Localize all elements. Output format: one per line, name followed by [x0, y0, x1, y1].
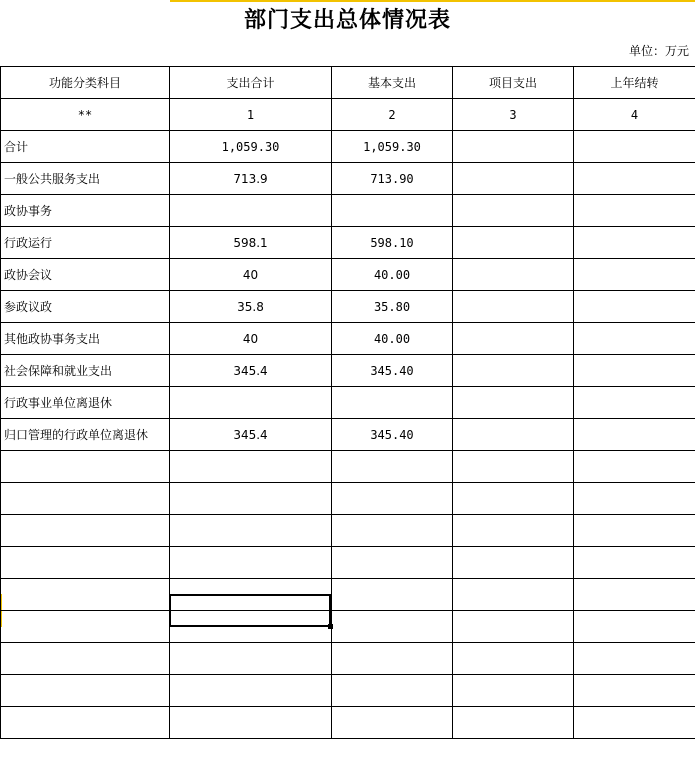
total-cell[interactable]: 1,059.30 [170, 131, 332, 163]
empty-cell[interactable] [170, 611, 332, 643]
item-name-cell[interactable]: 其他政协事务支出 [1, 323, 170, 355]
empty-row [1, 579, 695, 611]
empty-cell[interactable] [574, 547, 695, 579]
table-row [1, 131, 695, 163]
item-name-cell[interactable]: 行政运行 [1, 227, 170, 259]
project-cell[interactable] [453, 259, 574, 291]
empty-row [1, 451, 695, 483]
empty-cell[interactable] [332, 451, 453, 483]
basic-cell[interactable] [332, 387, 453, 419]
total-cell[interactable] [170, 195, 332, 227]
empty-cell[interactable] [574, 675, 695, 707]
header-cell[interactable]: 项目支出 [453, 67, 574, 99]
basic-cell[interactable] [332, 195, 453, 227]
empty-cell[interactable] [170, 643, 332, 675]
total-cell[interactable]: 40 [170, 259, 332, 291]
empty-cell[interactable] [453, 707, 574, 739]
basic-cell[interactable]: 35.80 [332, 291, 453, 323]
header-cell[interactable]: 上年结转 [574, 67, 695, 99]
empty-row [1, 675, 695, 707]
empty-cell[interactable] [1, 515, 170, 547]
total-cell[interactable]: 598.1 [170, 227, 332, 259]
project-cell[interactable] [453, 227, 574, 259]
empty-cell[interactable] [1, 611, 170, 643]
item-name-cell[interactable]: 行政事业单位离退休 [1, 387, 170, 419]
index-cell[interactable]: 1 [170, 99, 332, 131]
empty-cell[interactable] [170, 483, 332, 515]
empty-cell[interactable] [574, 643, 695, 675]
project-cell[interactable] [453, 355, 574, 387]
header-row [1, 67, 695, 99]
empty-cell[interactable] [574, 483, 695, 515]
empty-cell[interactable] [170, 547, 332, 579]
empty-cell[interactable] [332, 515, 453, 547]
empty-cell[interactable] [332, 547, 453, 579]
empty-row [1, 515, 695, 547]
carry-cell[interactable] [574, 131, 695, 163]
empty-cell[interactable] [1, 579, 170, 611]
empty-cell[interactable] [453, 675, 574, 707]
table-row [1, 163, 695, 195]
empty-cell[interactable] [170, 675, 332, 707]
index-row [1, 99, 695, 131]
project-cell[interactable] [453, 387, 574, 419]
empty-cell[interactable] [332, 643, 453, 675]
table-row [1, 259, 695, 291]
empty-cell[interactable] [574, 707, 695, 739]
empty-cell[interactable] [170, 515, 332, 547]
header-cell[interactable]: 支出合计 [170, 67, 332, 99]
empty-cell[interactable] [1, 707, 170, 739]
empty-cell[interactable] [170, 707, 332, 739]
empty-cell[interactable] [453, 515, 574, 547]
empty-cell[interactable] [574, 611, 695, 643]
basic-cell[interactable]: 598.10 [332, 227, 453, 259]
table-row [1, 227, 695, 259]
total-cell[interactable]: 713.9 [170, 163, 332, 195]
project-cell[interactable] [453, 163, 574, 195]
basic-cell[interactable]: 713.90 [332, 163, 453, 195]
empty-row [1, 483, 695, 515]
empty-cell[interactable] [574, 451, 695, 483]
empty-cell[interactable] [1, 675, 170, 707]
basic-cell[interactable]: 345.40 [332, 355, 453, 387]
empty-cell[interactable] [1, 483, 170, 515]
table-row [1, 195, 695, 227]
page-title: 部门支出总体情况表 [243, 7, 451, 33]
basic-cell[interactable]: 40.00 [332, 259, 453, 291]
table-row [1, 323, 695, 355]
table-row [1, 387, 695, 419]
carry-cell[interactable] [574, 355, 695, 387]
table-row [1, 419, 695, 451]
table-row [1, 355, 695, 387]
unit-label: 单位：万元 [628, 44, 689, 58]
empty-cell[interactable] [453, 579, 574, 611]
empty-cell[interactable] [170, 579, 332, 611]
table-row [1, 291, 695, 323]
carry-cell[interactable] [574, 163, 695, 195]
project-cell[interactable] [453, 291, 574, 323]
empty-row [1, 643, 695, 675]
index-cell[interactable]: 2 [332, 99, 453, 131]
basic-cell[interactable]: 40.00 [332, 323, 453, 355]
empty-cell[interactable] [332, 707, 453, 739]
expenditure-table [0, 66, 695, 739]
total-cell[interactable]: 35.8 [170, 291, 332, 323]
index-cell[interactable]: ** [1, 99, 170, 131]
item-name-cell[interactable]: 社会保障和就业支出 [1, 355, 170, 387]
project-cell[interactable] [453, 419, 574, 451]
carry-cell[interactable] [574, 323, 695, 355]
empty-cell[interactable] [332, 579, 453, 611]
header-cell[interactable]: 基本支出 [332, 67, 453, 99]
empty-cell[interactable] [332, 675, 453, 707]
carry-cell[interactable] [574, 195, 695, 227]
total-cell[interactable]: 345.4 [170, 355, 332, 387]
empty-cell[interactable] [453, 611, 574, 643]
empty-cell[interactable] [1, 451, 170, 483]
empty-cell[interactable] [453, 483, 574, 515]
item-name-cell[interactable]: 参政议政 [1, 291, 170, 323]
empty-cell[interactable] [453, 643, 574, 675]
item-name-cell[interactable]: 归口管理的行政单位离退休 [1, 419, 170, 451]
empty-cell[interactable] [574, 579, 695, 611]
carry-cell[interactable] [574, 387, 695, 419]
empty-cell[interactable] [332, 611, 453, 643]
empty-row [1, 707, 695, 739]
empty-cell[interactable] [574, 515, 695, 547]
index-cell[interactable]: 4 [574, 99, 695, 131]
empty-cell[interactable] [332, 483, 453, 515]
empty-row [1, 547, 695, 579]
carry-cell[interactable] [574, 291, 695, 323]
item-name-cell[interactable]: 政协会议 [1, 259, 170, 291]
basic-cell[interactable]: 345.40 [332, 419, 453, 451]
carry-cell[interactable] [574, 227, 695, 259]
empty-cell[interactable] [170, 451, 332, 483]
item-name-cell[interactable]: 一般公共服务支出 [1, 163, 170, 195]
header-cell[interactable]: 功能分类科目 [1, 67, 170, 99]
total-cell[interactable] [170, 387, 332, 419]
carry-cell[interactable] [574, 259, 695, 291]
empty-row [1, 611, 695, 643]
empty-cell[interactable] [1, 547, 170, 579]
fill-handle[interactable] [328, 624, 333, 629]
index-cell[interactable]: 3 [453, 99, 574, 131]
total-cell[interactable]: 40 [170, 323, 332, 355]
empty-cell[interactable] [1, 643, 170, 675]
empty-cell[interactable] [453, 451, 574, 483]
project-cell[interactable] [453, 195, 574, 227]
project-cell[interactable] [453, 323, 574, 355]
item-name-cell[interactable]: 合计 [1, 131, 170, 163]
basic-cell[interactable]: 1,059.30 [332, 131, 453, 163]
empty-cell[interactable] [453, 547, 574, 579]
item-name-cell[interactable]: 政协事务 [1, 195, 170, 227]
project-cell[interactable] [453, 131, 574, 163]
total-cell[interactable]: 345.4 [170, 419, 332, 451]
carry-cell[interactable] [574, 419, 695, 451]
